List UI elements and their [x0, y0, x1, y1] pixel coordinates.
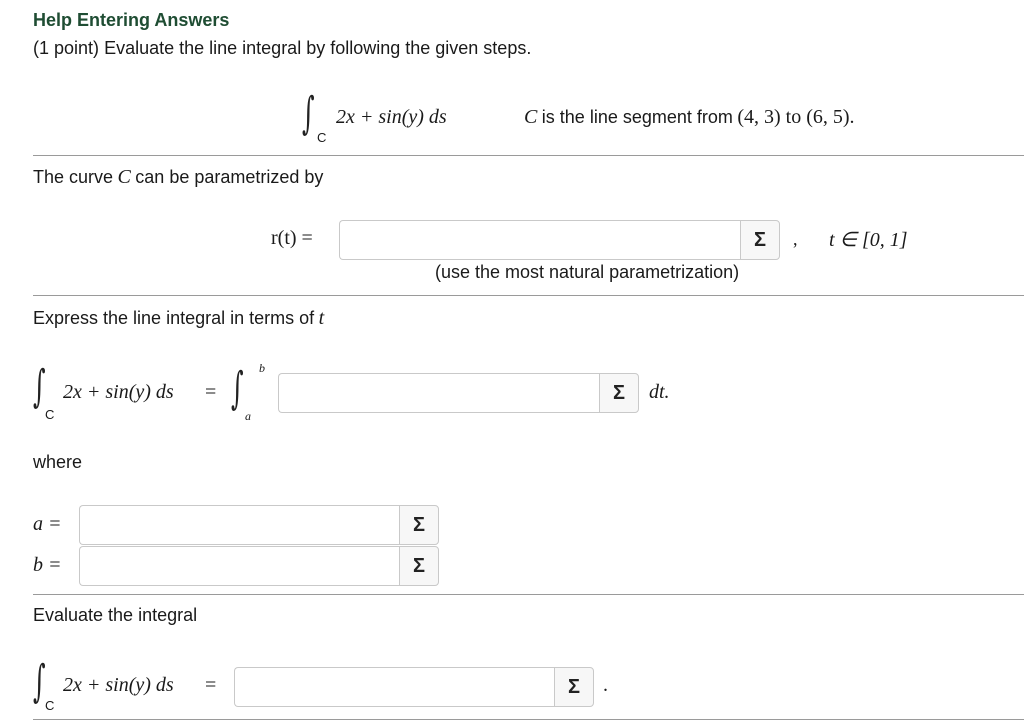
a-input[interactable]	[80, 506, 399, 544]
integrand: 2x + sin(y) ds	[63, 674, 174, 696]
curve-var: C	[524, 106, 538, 128]
b-field[interactable]	[79, 546, 399, 586]
t-domain: t ∈ [0, 1]	[829, 229, 908, 251]
integral-sign: ∫	[33, 361, 46, 412]
help-entering-answers-link[interactable]: Help Entering Answers	[33, 10, 230, 30]
equation-editor-button-3[interactable]	[554, 667, 594, 707]
final-answer-input[interactable]	[235, 668, 554, 706]
step2-integral-lhs	[33, 361, 273, 427]
step3-text: Evaluate the integral	[33, 605, 198, 625]
r-of-t-label: r(t) =	[271, 227, 313, 249]
divider	[33, 295, 1024, 296]
sigma-icon: Σ	[612, 381, 625, 404]
instruction-text: Evaluate the line integral by following the given steps.	[104, 38, 532, 58]
lower-limit: a	[245, 409, 251, 423]
dt-label: dt.	[649, 381, 670, 403]
integrand-t-input[interactable]	[279, 374, 599, 412]
step2-text-main: Express the line integral in terms of	[33, 308, 315, 328]
step3-integral-lhs	[33, 656, 233, 720]
integrand: 2x + sin(y) ds	[63, 381, 174, 403]
equation-editor-button-2[interactable]	[599, 373, 639, 413]
sigma-icon: Σ	[412, 513, 425, 536]
integrand: 2x + sin(y) ds	[336, 106, 447, 128]
integral-sign: ∫	[33, 656, 46, 707]
equals-sign: =	[205, 381, 217, 403]
sigma-icon: Σ	[567, 675, 580, 698]
integrand-t-field[interactable]	[278, 373, 599, 413]
integral-sign: ∫	[302, 88, 315, 139]
divider	[33, 719, 1024, 720]
where-label: where	[33, 452, 83, 472]
upper-limit: b	[259, 361, 265, 375]
step2-text	[33, 307, 324, 330]
step1-var: C	[117, 166, 131, 188]
integral-sign: ∫	[231, 363, 244, 414]
final-answer-field[interactable]	[234, 667, 554, 707]
step1-text-before: The curve	[33, 167, 114, 187]
sigma-icon: Σ	[412, 554, 425, 577]
b-input[interactable]	[80, 547, 399, 585]
curve-description	[524, 106, 855, 129]
a-field[interactable]	[79, 505, 399, 545]
equals-sign: =	[205, 674, 217, 696]
curve-points: (4, 3) to (6, 5).	[737, 106, 855, 128]
period: .	[603, 674, 608, 696]
b-label: b =	[33, 554, 62, 576]
sigma-icon: Σ	[753, 228, 766, 251]
parametrization-field[interactable]	[339, 220, 740, 260]
points-label: (1 point)	[33, 38, 100, 58]
divider	[33, 594, 1024, 595]
step1-text	[33, 166, 323, 189]
integral-subscript: C	[317, 130, 327, 145]
main-integral	[302, 88, 502, 152]
parametrization-input[interactable]	[340, 221, 740, 259]
integral-subscript: C	[45, 407, 55, 422]
divider	[33, 155, 1024, 156]
step2-var: t	[318, 307, 325, 329]
parametrization-note: (use the most natural parametrization)	[435, 262, 740, 282]
integral-subscript: C	[45, 698, 55, 713]
curve-desc-text: is the line segment from	[541, 107, 733, 127]
a-label: a =	[33, 513, 62, 535]
comma-sep: ,	[793, 229, 798, 249]
equation-editor-button-1[interactable]	[740, 220, 780, 260]
problem-statement	[33, 38, 531, 59]
equation-editor-button-a[interactable]	[399, 505, 439, 545]
step1-text-after: can be parametrized by	[135, 167, 324, 187]
equation-editor-button-b[interactable]	[399, 546, 439, 586]
